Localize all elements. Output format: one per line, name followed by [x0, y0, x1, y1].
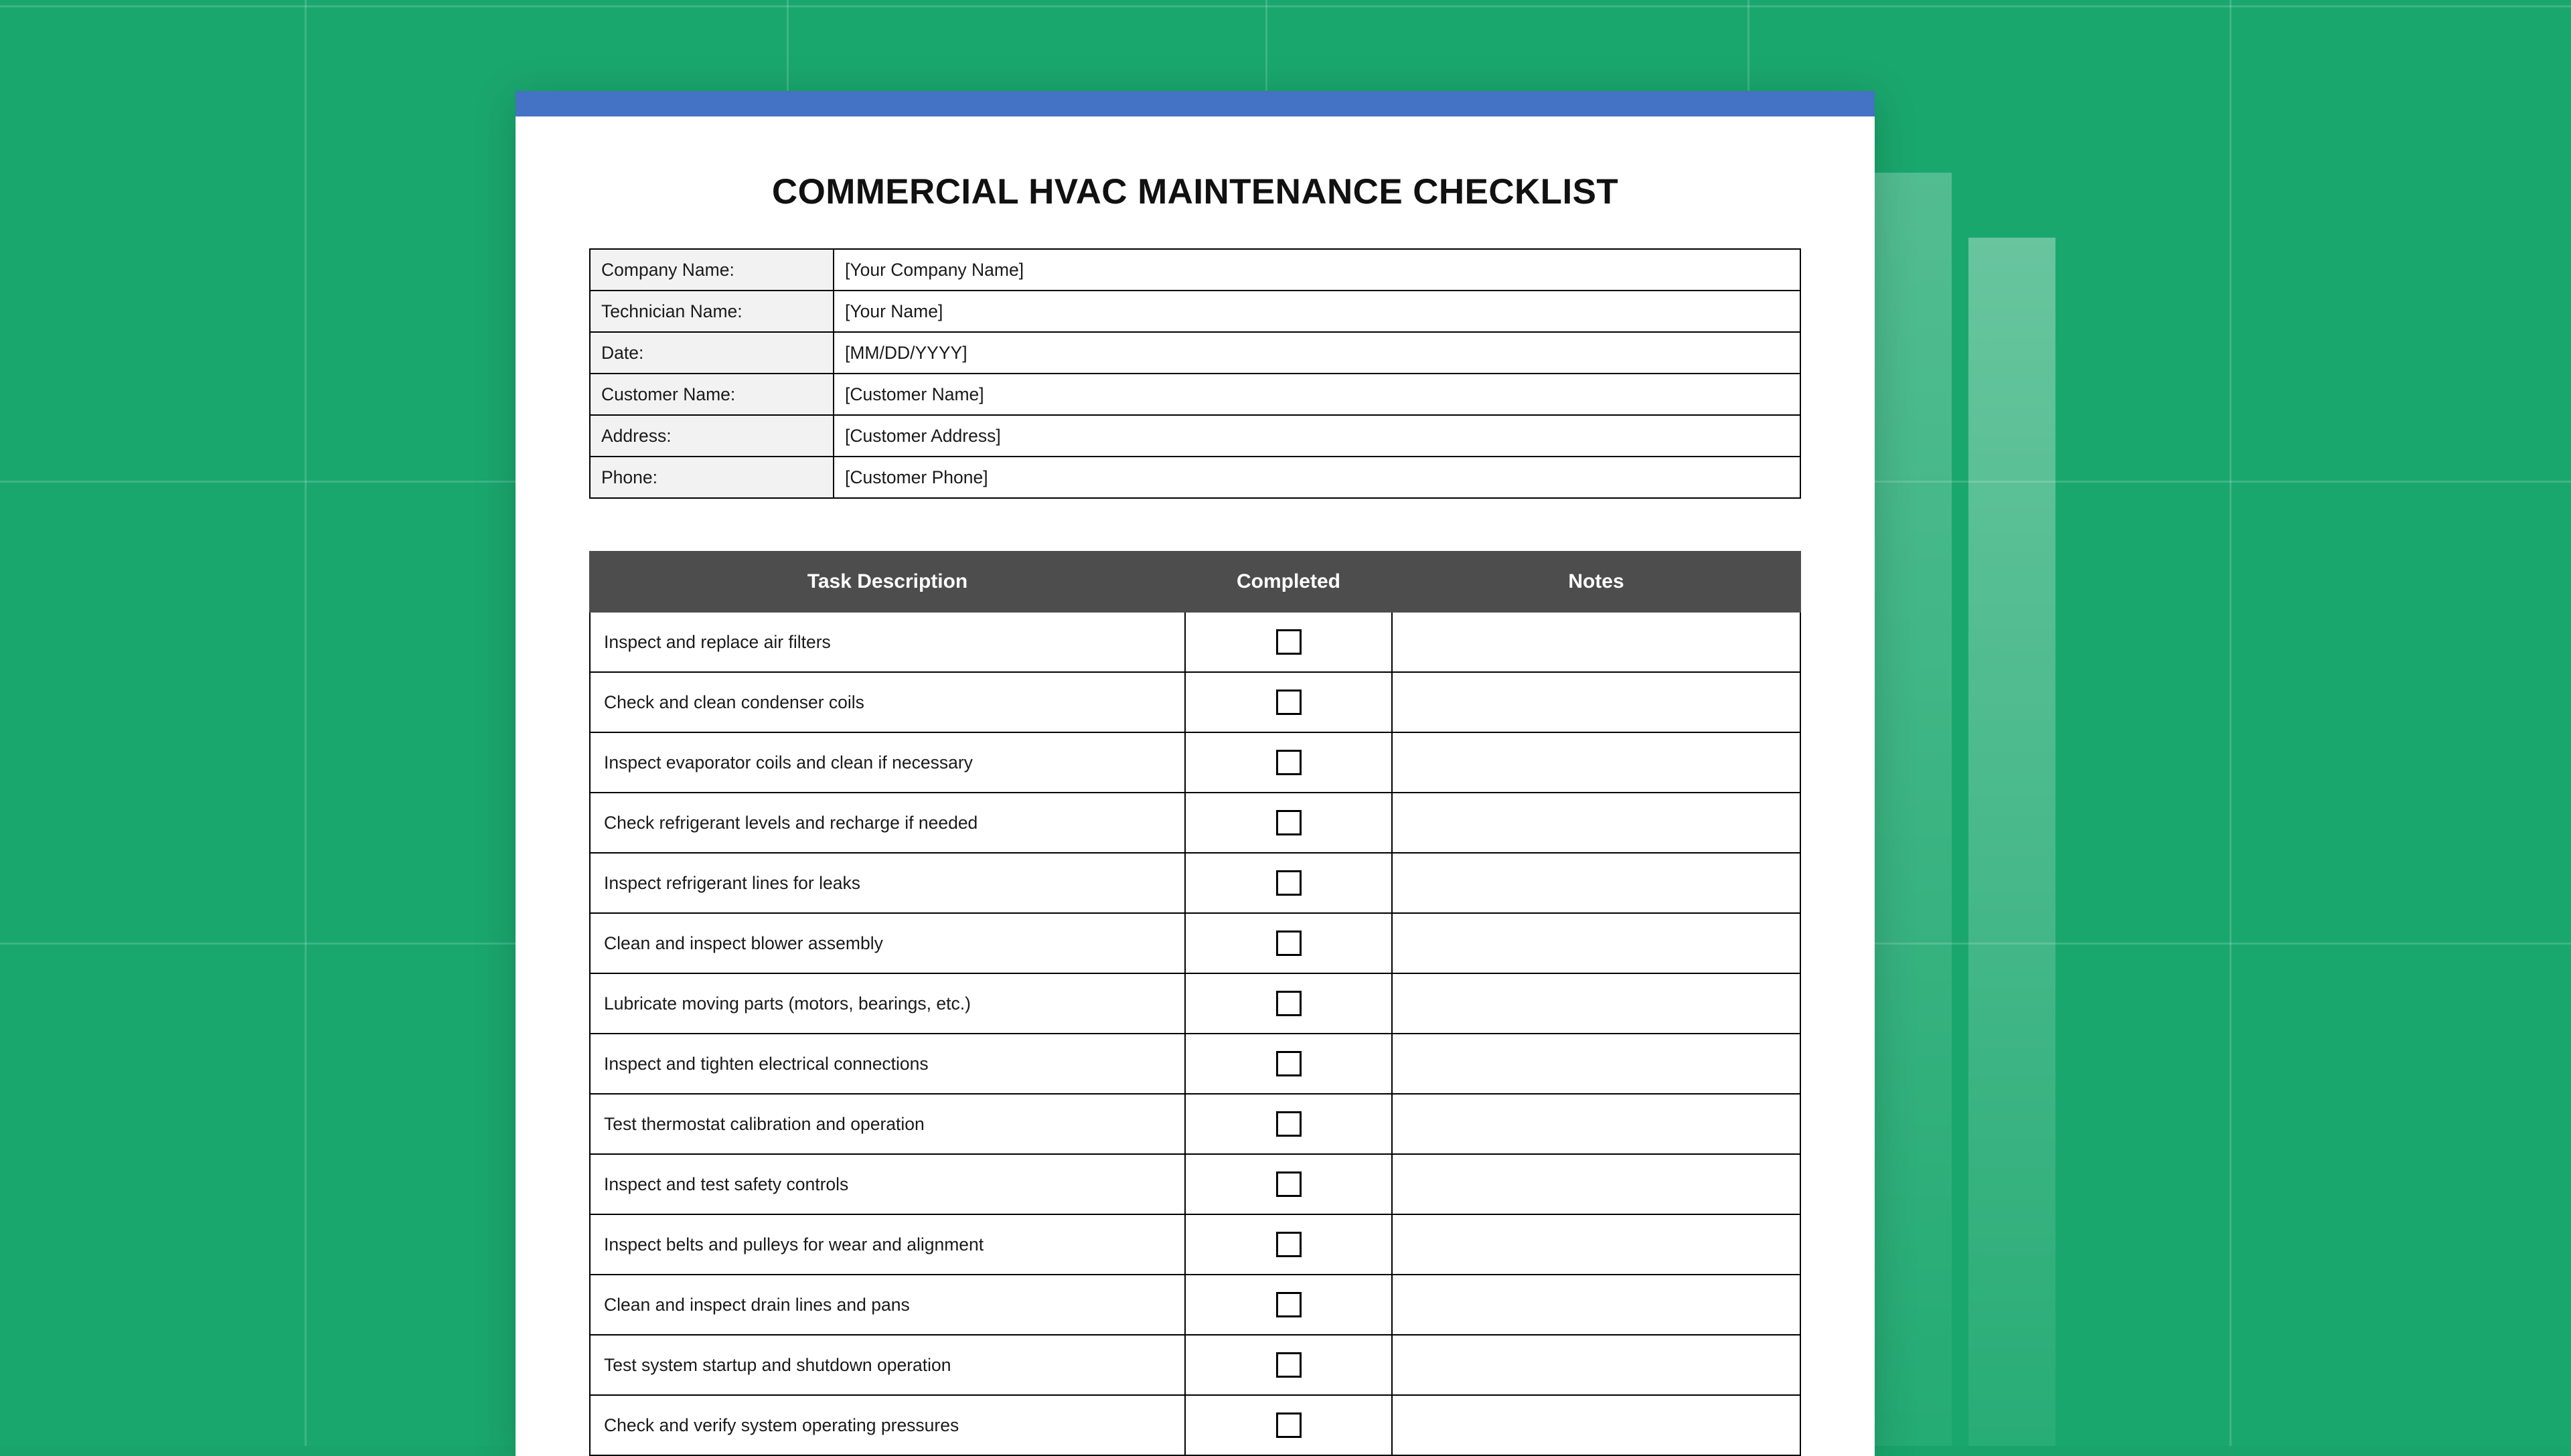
task-description: Check refrigerant levels and recharge if needed	[590, 793, 1185, 853]
table-row	[590, 374, 1800, 415]
task-description: Clean and inspect drain lines and pans	[590, 1275, 1185, 1335]
column-header-task: Task Description	[590, 552, 1185, 612]
checkbox-icon[interactable]	[1276, 629, 1302, 655]
notes-cell[interactable]	[1392, 913, 1800, 973]
notes-cell[interactable]	[1392, 1154, 1800, 1214]
checkbox-icon[interactable]	[1276, 1111, 1302, 1137]
table-row	[590, 853, 1800, 913]
table-row	[590, 793, 1800, 853]
background-grid-line	[0, 5, 2571, 7]
checkbox-icon[interactable]	[1276, 1171, 1302, 1197]
document-accent-bar	[516, 91, 1875, 116]
notes-cell[interactable]	[1392, 1335, 1800, 1395]
info-value[interactable]: [MM/DD/YYYY]	[834, 332, 1800, 374]
completed-cell[interactable]	[1185, 913, 1392, 973]
table-row	[590, 672, 1800, 732]
task-description: Check and verify system operating pressures	[590, 1395, 1185, 1455]
completed-cell[interactable]	[1185, 732, 1392, 793]
task-description: Test system startup and shutdown operation	[590, 1335, 1185, 1395]
completed-cell[interactable]	[1185, 1034, 1392, 1094]
notes-cell[interactable]	[1392, 973, 1800, 1034]
info-label: Date:	[590, 332, 834, 374]
info-label: Technician Name:	[590, 291, 834, 332]
task-description: Lubricate moving parts (motors, bearings, etc.)	[590, 973, 1185, 1034]
table-row	[590, 1154, 1800, 1214]
table-row	[590, 732, 1800, 793]
info-value[interactable]: [Your Company Name]	[834, 249, 1800, 291]
table-row	[590, 332, 1800, 374]
checkbox-icon[interactable]	[1276, 991, 1302, 1016]
table-row	[590, 249, 1800, 291]
task-description: Clean and inspect blower assembly	[590, 913, 1185, 973]
task-description: Inspect evaporator coils and clean if necessary	[590, 732, 1185, 793]
checkbox-icon[interactable]	[1276, 1232, 1302, 1257]
info-label: Phone:	[590, 457, 834, 498]
completed-cell[interactable]	[1185, 1094, 1392, 1154]
checkbox-icon[interactable]	[1276, 810, 1302, 835]
notes-cell[interactable]	[1392, 672, 1800, 732]
background-glow-bar	[1875, 173, 1952, 1446]
completed-cell[interactable]	[1185, 793, 1392, 853]
checkbox-icon[interactable]	[1276, 931, 1302, 956]
info-value[interactable]: [Customer Address]	[834, 415, 1800, 457]
table-row	[590, 973, 1800, 1034]
checkbox-icon[interactable]	[1276, 750, 1302, 775]
checkbox-icon[interactable]	[1276, 690, 1302, 715]
notes-cell[interactable]	[1392, 612, 1800, 672]
table-row	[590, 457, 1800, 498]
table-row	[590, 1395, 1800, 1455]
notes-cell[interactable]	[1392, 732, 1800, 793]
completed-cell[interactable]	[1185, 1335, 1392, 1395]
column-header-notes: Notes	[1392, 552, 1800, 612]
checklist-body	[590, 612, 1800, 1455]
completed-cell[interactable]	[1185, 1275, 1392, 1335]
checkbox-icon[interactable]	[1276, 1352, 1302, 1378]
table-row	[590, 1335, 1800, 1395]
table-row	[590, 1214, 1800, 1275]
completed-cell[interactable]	[1185, 1395, 1392, 1455]
customer-info-table	[589, 248, 1801, 499]
background-glow-bar	[1968, 238, 2055, 1446]
background-grid-line	[305, 0, 307, 1446]
notes-cell[interactable]	[1392, 1395, 1800, 1455]
completed-cell[interactable]	[1185, 612, 1392, 672]
table-header-row	[590, 552, 1800, 612]
info-value[interactable]: [Customer Name]	[834, 374, 1800, 415]
table-row	[590, 612, 1800, 672]
completed-cell[interactable]	[1185, 973, 1392, 1034]
completed-cell[interactable]	[1185, 1214, 1392, 1275]
info-label: Customer Name:	[590, 374, 834, 415]
info-value[interactable]: [Customer Phone]	[834, 457, 1800, 498]
checkbox-icon[interactable]	[1276, 870, 1302, 896]
table-row	[590, 291, 1800, 332]
background-grid-line	[2230, 0, 2232, 1446]
notes-cell[interactable]	[1392, 793, 1800, 853]
notes-cell[interactable]	[1392, 853, 1800, 913]
notes-cell[interactable]	[1392, 1034, 1800, 1094]
task-description: Inspect and tighten electrical connections	[590, 1034, 1185, 1094]
document-page	[516, 91, 1875, 1456]
task-description: Inspect belts and pulleys for wear and alignment	[590, 1214, 1185, 1275]
notes-cell[interactable]	[1392, 1214, 1800, 1275]
page-title: COMMERCIAL HVAC MAINTENANCE CHECKLIST	[771, 172, 1619, 212]
maintenance-checklist-table	[589, 551, 1801, 1456]
info-label: Company Name:	[590, 249, 834, 291]
info-value[interactable]: [Your Name]	[834, 291, 1800, 332]
table-row	[590, 913, 1800, 973]
task-description: Inspect and test safety controls	[590, 1154, 1185, 1214]
task-description: Inspect and replace air filters	[590, 612, 1185, 672]
checkbox-icon[interactable]	[1276, 1292, 1302, 1317]
completed-cell[interactable]	[1185, 853, 1392, 913]
document-body	[516, 116, 1875, 1456]
notes-cell[interactable]	[1392, 1275, 1800, 1335]
task-description: Inspect refrigerant lines for leaks	[590, 853, 1185, 913]
table-row	[590, 1275, 1800, 1335]
checkbox-icon[interactable]	[1276, 1051, 1302, 1076]
table-row	[590, 1094, 1800, 1154]
completed-cell[interactable]	[1185, 672, 1392, 732]
completed-cell[interactable]	[1185, 1154, 1392, 1214]
checkbox-icon[interactable]	[1276, 1412, 1302, 1438]
notes-cell[interactable]	[1392, 1094, 1800, 1154]
task-description: Check and clean condenser coils	[590, 672, 1185, 732]
task-description: Test thermostat calibration and operation	[590, 1094, 1185, 1154]
column-header-completed: Completed	[1185, 552, 1392, 612]
table-row	[590, 1034, 1800, 1094]
table-row	[590, 415, 1800, 457]
info-label: Address:	[590, 415, 834, 457]
